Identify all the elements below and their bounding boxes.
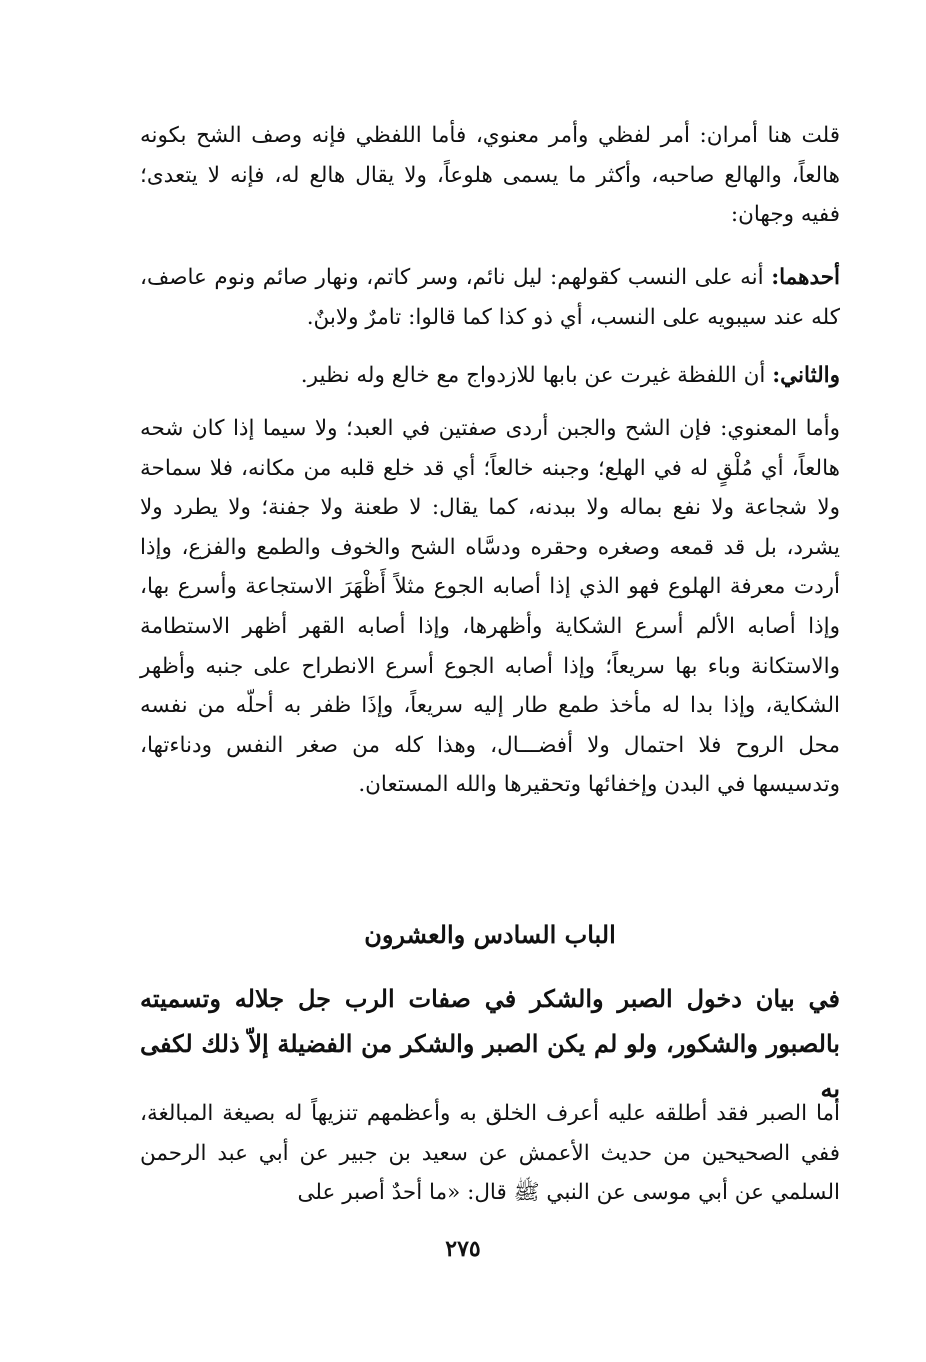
paragraph-first-aspect — [140, 258, 840, 337]
chapter-subtitle: في بيان دخول الصبر والشكر في صفات الرب جل جلاله وتسميته بالصبور والشكور، ولو لم يكن الصبر والشكر من الفضيلة إلاّ ذلك لكفى به — [140, 984, 840, 1103]
second-aspect-lead: والثاني: — [772, 363, 840, 388]
second-aspect-text: أن اللفظة غيرت عن بابها للازدواج مع خالع وله نظير. — [300, 363, 773, 388]
paragraph-patience: أما الصبر فقد أطلقه عليه أعرف الخلق به وأعظمهم تنزيهاً له بصيغة المبالغة، ففي الصحيحين من حديث الأعمش عن سعيد بن جبير عن أبي عبد الرحمن السلمي عن أبي موسى عن النبي ﷺ قال: «ما أحدٌ أصبر على — [140, 1101, 840, 1206]
first-aspect-text: أنه على النسب كقولهم: ليل نائم، وسر كاتم، ونهار صائم ونوم عاصف، كله عند سيبويه على النسب، أي ذو كذا كما قالوا: تامرٌ ولابنٌ. — [140, 265, 840, 330]
chapter-title: الباب السادس والعشرون — [364, 920, 616, 949]
page-number: ٢٧٥ — [445, 1236, 481, 1262]
paragraph-second-aspect — [140, 356, 840, 396]
first-aspect-lead: أحدهما: — [771, 265, 840, 290]
paragraph-two-matters: قلت هنا أمران: أمر لفظي وأمر معنوي، فأما اللفظي فإنه وصف الشح بكونه هالعاً، والهالع صاحبه، وأكثر ما يسمى هلوعاً، ولا يقال هالع له، فإنه لا يتعدى؛ ففيه وجهان: — [140, 123, 840, 228]
paragraph-moral-meaning: وأما المعنوي: فإن الشح والجبن أردى صفتين في العبد؛ ولا سيما إذا كان شحه هالعاً، أي مُلْقٍ له في الهلع؛ وجبنه خالعاً؛ أي قد خلع قلبه من مكانه، فلا سماحة ولا شجاعة ولا نفع بماله ولا ببدنه، كما يقال: لا طعنة ولا جفنة؛ ولا يطرد ولا يشرد، بل قد قمعه وصغره وحقره ودسَّاه الشح والخوف والطمع والفزع، وإذا أردت معرفة الهلوع فهو الذي إذا أصابه الجوع مثلاً أَظْهَرَ الاستجاعة وأسرع بها، وإذا أصابه الألم أسرع الشكاية وأظهرها، وإذا أصابه القهر أظهر الاستطامة والاستكانة وباء بها سريعاً؛ وإذا أصابه الجوع أسرع الانطراح على جنبه وأظهر الشكاية، وإذا بدا له مأخذ طمع طار إليه سريعاً، وإذَا ظفر به أحلّه من نفسه محل الروح فلا احتمال ولا أفضـــال، وهذا كله من صغر النفس ودناءتها، وتدسيسها في البدن وإخفائها وتحقيرها والله المستعان. — [140, 416, 840, 798]
